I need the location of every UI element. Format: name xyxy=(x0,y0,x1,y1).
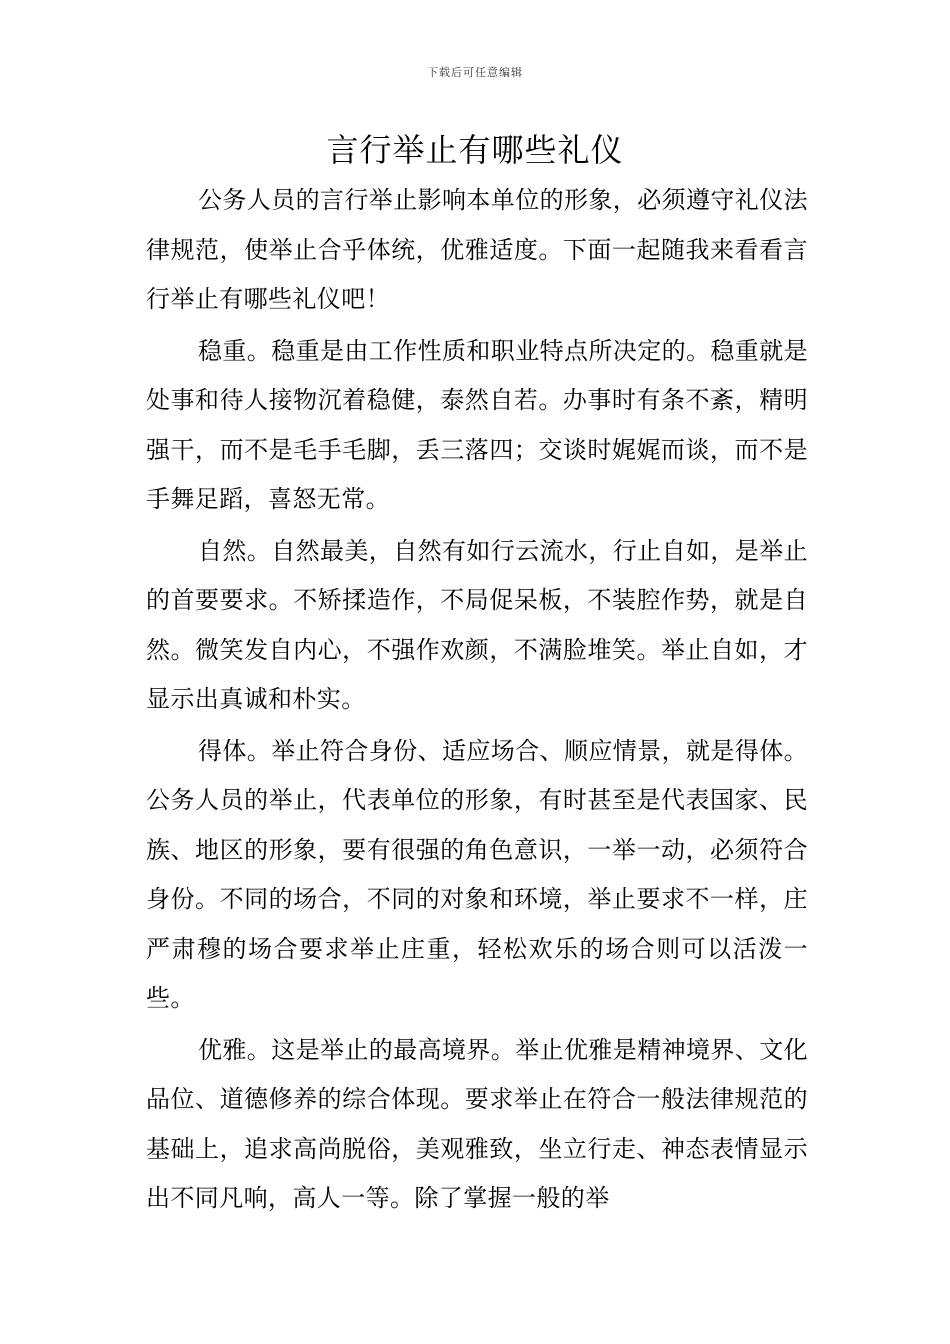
document-body xyxy=(146,176,808,1226)
paragraph-natural: 自然。自然最美，自然有如行云流水，行止自如，是举止的首要要求。不矫揉造作，不局促呆板，不装腔作势，就是自然。微笑发自内心，不强作欢颜，不满脸堆笑。举止自如，才显示出真诚和朴实。 xyxy=(146,536,808,713)
paragraph-intro: 公务人员的言行举止影响本单位的形象，必须遵守礼仪法律规范，使举止合乎体统，优雅适度。下面一起随我来看看言行举止有哪些礼仪吧！ xyxy=(146,186,808,313)
paragraph-appropriate: 得体。举止符合身份、适应场合、顺应情景，就是得体。公务人员的举止，代表单位的形象，有时甚至是代表国家、民族、地区的形象，要有很强的角色意识，一举一动，必须符合身份。不同的场合，不同的对象和环境，举止要求不一样，庄严肃穆的场合要求举止庄重，轻松欢乐的场合则可以活泼一些。 xyxy=(146,736,808,1012)
paragraph-steady: 稳重。稳重是由工作性质和职业特点所决定的。稳重就是处事和待人接物沉着稳健，泰然自若。办事时有条不紊，精明强干，而不是毛手毛脚，丢三落四；交谈时娓娓而谈，而不是手舞足蹈，喜怒无常。 xyxy=(146,336,808,513)
document-title: 言行举止有哪些礼仪 xyxy=(326,131,624,169)
page-header-note: 下载后可任意编辑 xyxy=(427,66,523,79)
paragraph-elegant: 优雅。这是举止的最高境界。举止优雅是精神境界、文化品位、道德修养的综合体现。要求举止在符合一般法律规范的基础上，追求高尚脱俗，美观雅致，坐立行走、神态表情显示出不同凡响，高人一等。除了掌握一般的举 xyxy=(146,1035,808,1212)
